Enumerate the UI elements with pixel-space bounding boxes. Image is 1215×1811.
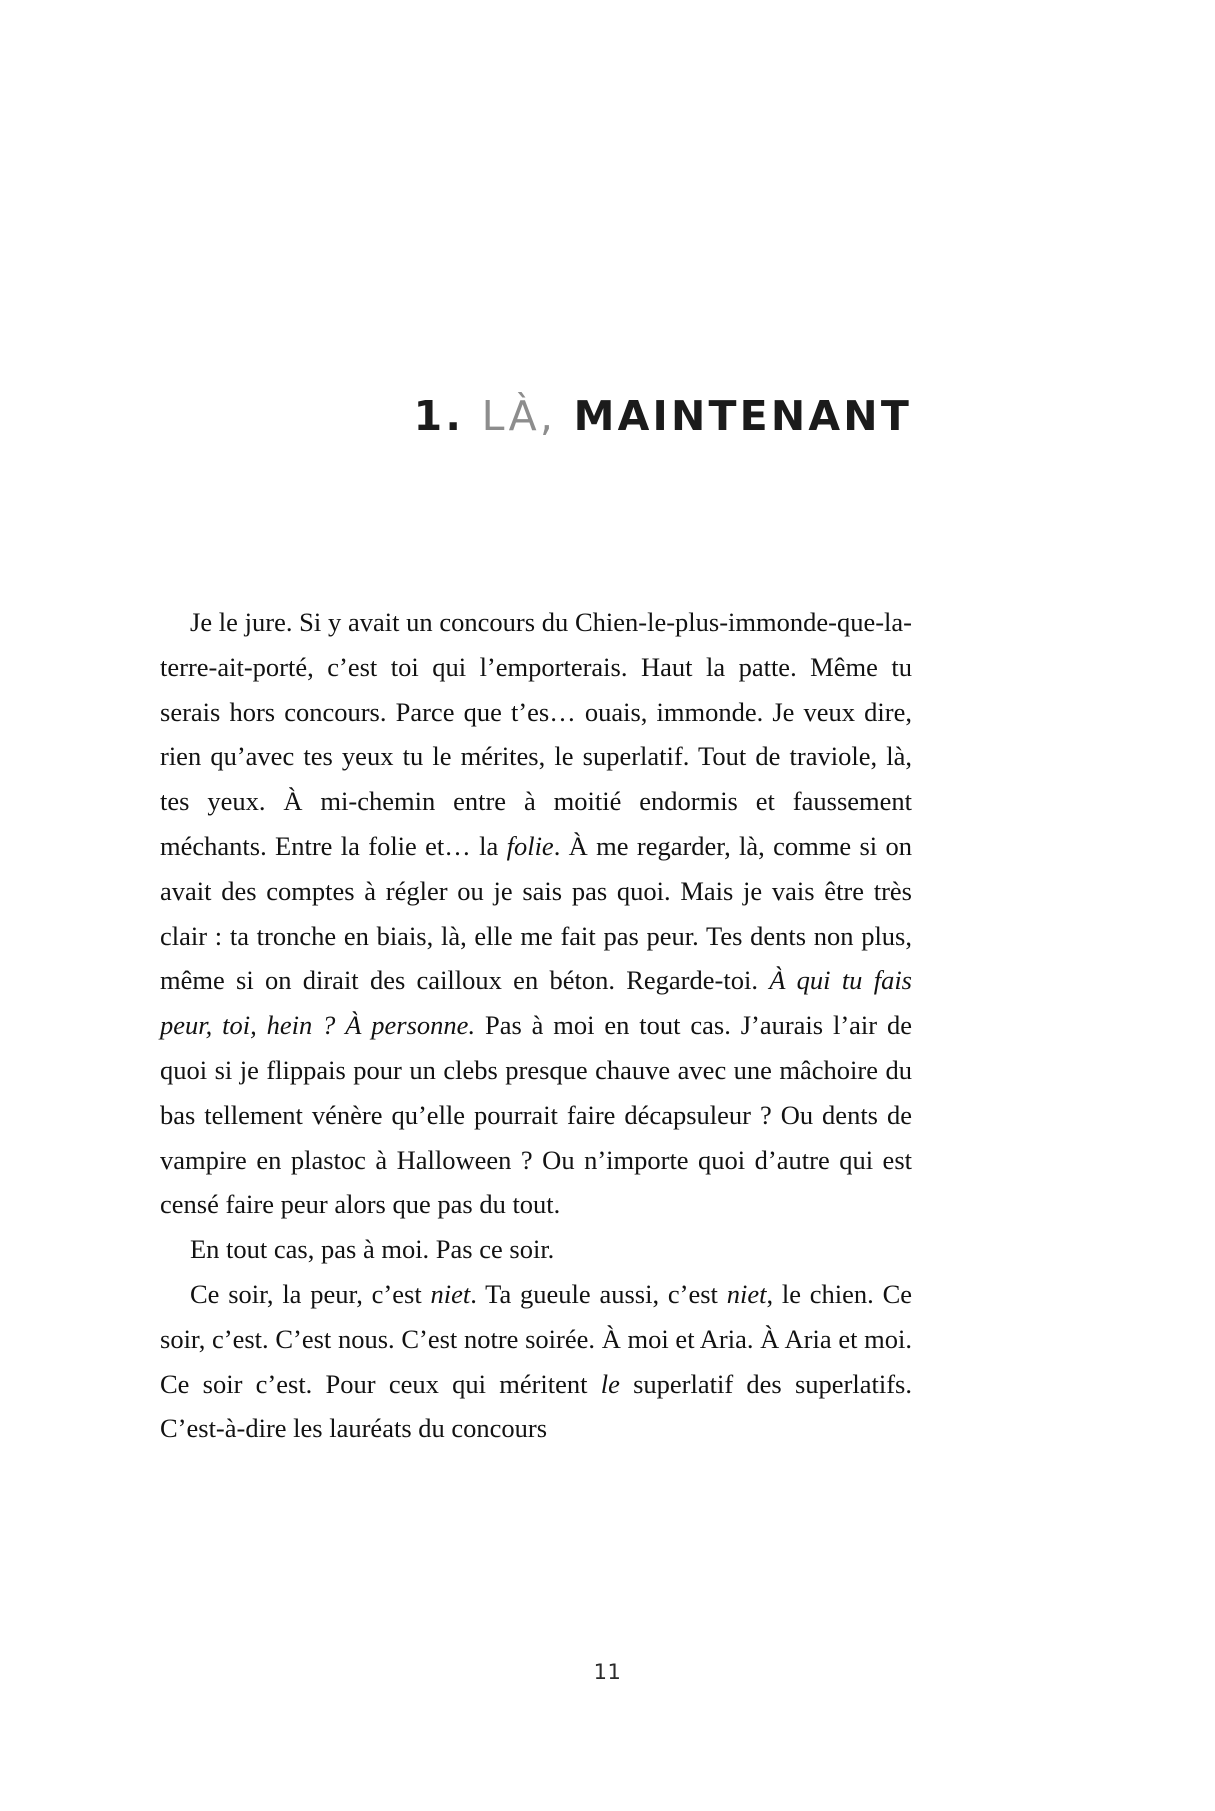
body-run: Ce soir, la peur, c’est (190, 1278, 431, 1309)
emphasis-text: niet (430, 1278, 471, 1309)
page-number: 11 (593, 1660, 622, 1684)
body-run: Pas à moi en tout cas. J’aurais l’air de quoi si je flippais pour un clebs presque chauve avec une mâchoire du bas tellement vénère qu’elle pourrait faire décapsuleur ? Ou dents de vampire en plastoc à Halloween ? Ou n’importe quoi d’autre qui est censé faire peur alors que pas du tout. (160, 1010, 913, 1220)
body-run: , le chien. Ce soir, c’est. C’est nous. C’est notre soirée. À moi et Aria. À Aria et moi. Ce soir c’est. Pour ceux qui méritent (160, 1278, 913, 1399)
body-run: superlatif des superlatifs. C’est-à-dire les lauréats du concours (160, 1368, 912, 1444)
paragraph (160, 1272, 912, 1451)
emphasis-text: folie (506, 830, 554, 861)
paragraph (160, 600, 912, 1227)
body-run: En tout cas, pas à moi. Pas ce soir. (190, 1234, 555, 1265)
body-run: Je le jure. Si y avait un concours du Chien-le-plus-immonde-que-la-terre-ait-porté, c’est toi qui l’emporterais. Haut la patte. Même tu serais hors concours. Parce que t’es… ouais, immonde. Je veux dire, rien qu’avec tes yeux tu le mérites, le superlatif. Tout de traviole, là, tes yeux. À mi-chemin entre à moitié endormis et faussement méchants. Entre la folie et… la (160, 607, 912, 861)
paragraph (160, 1227, 912, 1272)
chapter-title-bold: MAINTENANT (573, 392, 912, 441)
emphasis-text: À qui tu fais peur, toi, hein ? À personne. (160, 965, 912, 1041)
body-text (160, 600, 912, 1451)
chapter-number: 1. (413, 392, 465, 441)
chapter-title-light: LÀ, (481, 392, 557, 441)
emphasis-text: niet (726, 1278, 767, 1309)
emphasis-text: le (600, 1368, 620, 1399)
chapter-title (160, 392, 912, 441)
body-run: . Ta gueule aussi, c’est (470, 1278, 727, 1309)
body-run: . À me regarder, là, comme si on avait des comptes à régler ou je sais pas quoi. Mais je vais être très clair : ta tronche en biais, là, elle me fait pas peur. Tes dents non plus, même si on dirait des cailloux en béton. Regarde-toi. (160, 830, 912, 996)
